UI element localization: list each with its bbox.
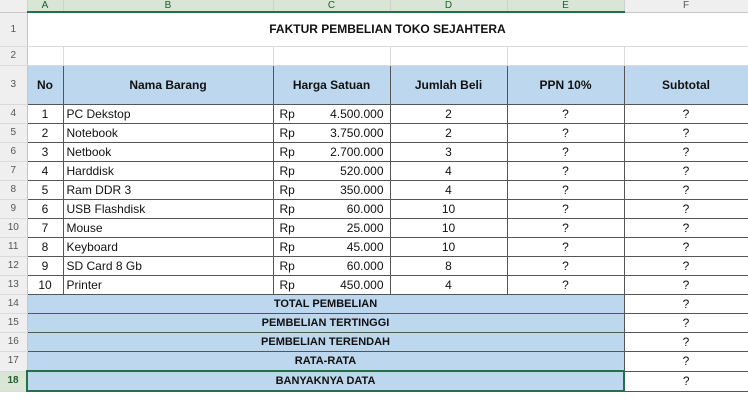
item-no[interactable]: 7 [27,219,63,238]
price-value: 520.000 [340,164,384,178]
select-all-corner[interactable] [0,0,27,12]
currency-label: Rp [279,164,295,178]
item-name[interactable]: Netbook [63,143,273,162]
summary-value[interactable]: ? [624,371,748,391]
table-header-row [0,66,748,105]
item-price[interactable] [273,257,390,276]
item-subtotal[interactable]: ? [624,105,748,124]
cell[interactable] [27,47,63,66]
row-header[interactable]: 7 [0,162,27,181]
header-nama-barang[interactable]: Nama Barang [63,66,273,105]
price-value: 60.000 [346,259,384,273]
row-header[interactable]: 12 [0,257,27,276]
item-qty[interactable]: 10 [390,219,507,238]
item-ppn[interactable]: ? [507,200,624,219]
item-name[interactable]: Keyboard [63,238,273,257]
column-header-b[interactable]: B [63,0,273,12]
summary-row [0,314,748,333]
table-row [0,200,748,219]
summary-value[interactable]: ? [624,352,748,372]
currency-label: Rp [279,126,295,140]
currency-label: Rp [279,107,295,121]
column-header-a[interactable]: A [27,0,63,12]
item-name[interactable]: Ram DDR 3 [63,181,273,200]
item-price[interactable] [273,105,390,124]
column-header-e[interactable]: E [507,0,624,12]
summary-row [0,295,748,314]
row-header[interactable]: 17 [0,352,27,372]
item-ppn[interactable]: ? [507,162,624,181]
row-header[interactable]: 10 [0,219,27,238]
currency-label: Rp [279,183,295,197]
table-row [0,124,748,143]
item-qty[interactable]: 2 [390,124,507,143]
item-no[interactable]: 8 [27,238,63,257]
summary-value[interactable]: ? [624,295,748,314]
column-header-f[interactable]: F [624,0,748,12]
item-price[interactable] [273,200,390,219]
item-price[interactable] [273,276,390,295]
item-qty[interactable]: 4 [390,276,507,295]
summary-label[interactable]: RATA-RATA [27,352,624,372]
invoice-title[interactable]: FAKTUR PEMBELIAN TOKO SEJAHTERA [27,12,748,47]
price-value: 350.000 [340,183,384,197]
item-name[interactable]: USB Flashdisk [63,200,273,219]
item-subtotal[interactable]: ? [624,162,748,181]
item-no[interactable]: 2 [27,124,63,143]
item-qty[interactable]: 3 [390,143,507,162]
summary-label[interactable]: BANYAKNYA DATA [27,371,624,391]
row-header[interactable]: 2 [0,47,27,66]
item-no[interactable]: 5 [27,181,63,200]
price-value: 25.000 [346,221,384,235]
row-header[interactable]: 13 [0,276,27,295]
item-price[interactable] [273,162,390,181]
row-header[interactable]: 8 [0,181,27,200]
cell[interactable] [390,47,507,66]
item-qty[interactable]: 10 [390,200,507,219]
summary-label[interactable]: TOTAL PEMBELIAN [27,295,624,314]
row-header[interactable]: 9 [0,200,27,219]
currency-label: Rp [279,240,295,254]
item-subtotal[interactable]: ? [624,181,748,200]
item-ppn[interactable]: ? [507,143,624,162]
price-value: 2.700.000 [330,145,384,159]
row-header[interactable]: 3 [0,66,27,105]
item-name[interactable]: Printer [63,276,273,295]
summary-value[interactable]: ? [624,314,748,333]
item-no[interactable]: 9 [27,257,63,276]
item-price[interactable] [273,143,390,162]
header-subtotal[interactable]: Subtotal [624,66,748,105]
header-no[interactable]: No [27,66,63,105]
item-no[interactable]: 3 [27,143,63,162]
item-subtotal[interactable]: ? [624,276,748,295]
row-header[interactable]: 11 [0,238,27,257]
header-harga-satuan[interactable]: Harga Satuan [273,66,390,105]
item-qty[interactable]: 10 [390,238,507,257]
cell[interactable] [624,47,748,66]
table-row [0,219,748,238]
item-name[interactable]: Notebook [63,124,273,143]
summary-value[interactable]: ? [624,333,748,352]
currency-label: Rp [279,221,295,235]
table-row [0,162,748,181]
row-header[interactable]: 16 [0,333,27,352]
item-ppn[interactable]: ? [507,257,624,276]
item-name[interactable]: PC Dekstop [63,105,273,124]
item-ppn[interactable]: ? [507,181,624,200]
row-header[interactable]: 14 [0,295,27,314]
item-ppn[interactable]: ? [507,276,624,295]
item-no[interactable]: 4 [27,162,63,181]
row-header[interactable]: 4 [0,105,27,124]
header-ppn[interactable]: PPN 10% [507,66,624,105]
summary-row [0,371,748,391]
item-no[interactable]: 1 [27,105,63,124]
row-header[interactable]: 6 [0,143,27,162]
item-subtotal[interactable]: ? [624,238,748,257]
item-qty[interactable]: 4 [390,162,507,181]
summary-row [0,352,748,372]
item-subtotal[interactable]: ? [624,124,748,143]
item-qty[interactable]: 2 [390,105,507,124]
item-name[interactable]: SD Card 8 Gb [63,257,273,276]
summary-label[interactable]: PEMBELIAN TERENDAH [27,333,624,352]
sheet-row [0,47,748,66]
column-header-c[interactable]: C [273,0,390,12]
row-header[interactable]: 5 [0,124,27,143]
cell[interactable] [273,47,390,66]
price-value: 4.500.000 [330,107,384,121]
item-price[interactable] [273,124,390,143]
table-row [0,181,748,200]
column-header-d[interactable]: D [390,0,507,12]
row-header[interactable]: 1 [0,12,27,47]
row-header[interactable]: 18 [0,371,27,391]
price-value: 60.000 [346,202,384,216]
item-subtotal[interactable]: ? [624,200,748,219]
price-value: 3.750.000 [330,126,384,140]
table-row [0,143,748,162]
table-row [0,257,748,276]
cell[interactable] [507,47,624,66]
currency-label: Rp [279,259,295,273]
price-value: 45.000 [346,240,384,254]
item-price[interactable] [273,181,390,200]
column-header-row [0,0,748,12]
item-qty[interactable]: 8 [390,257,507,276]
item-subtotal[interactable]: ? [624,143,748,162]
item-ppn[interactable]: ? [507,219,624,238]
table-row [0,238,748,257]
item-name[interactable]: Mouse [63,219,273,238]
sheet-row [0,12,748,47]
item-subtotal[interactable]: ? [624,219,748,238]
table-row [0,276,748,295]
currency-label: Rp [279,278,295,292]
table-row [0,105,748,124]
item-ppn[interactable]: ? [507,124,624,143]
item-price[interactable] [273,219,390,238]
currency-label: Rp [279,202,295,216]
summary-label[interactable]: PEMBELIAN TERTINGGI [27,314,624,333]
item-price[interactable] [273,238,390,257]
cell[interactable] [63,47,273,66]
currency-label: Rp [279,145,295,159]
header-jumlah-beli[interactable]: Jumlah Beli [390,66,507,105]
item-name[interactable]: Harddisk [63,162,273,181]
price-value: 450.000 [340,278,384,292]
item-ppn[interactable]: ? [507,238,624,257]
row-header[interactable]: 15 [0,314,27,333]
item-qty[interactable]: 4 [390,181,507,200]
item-no[interactable]: 6 [27,200,63,219]
item-no[interactable]: 10 [27,276,63,295]
summary-row [0,333,748,352]
item-subtotal[interactable]: ? [624,257,748,276]
item-ppn[interactable]: ? [507,105,624,124]
